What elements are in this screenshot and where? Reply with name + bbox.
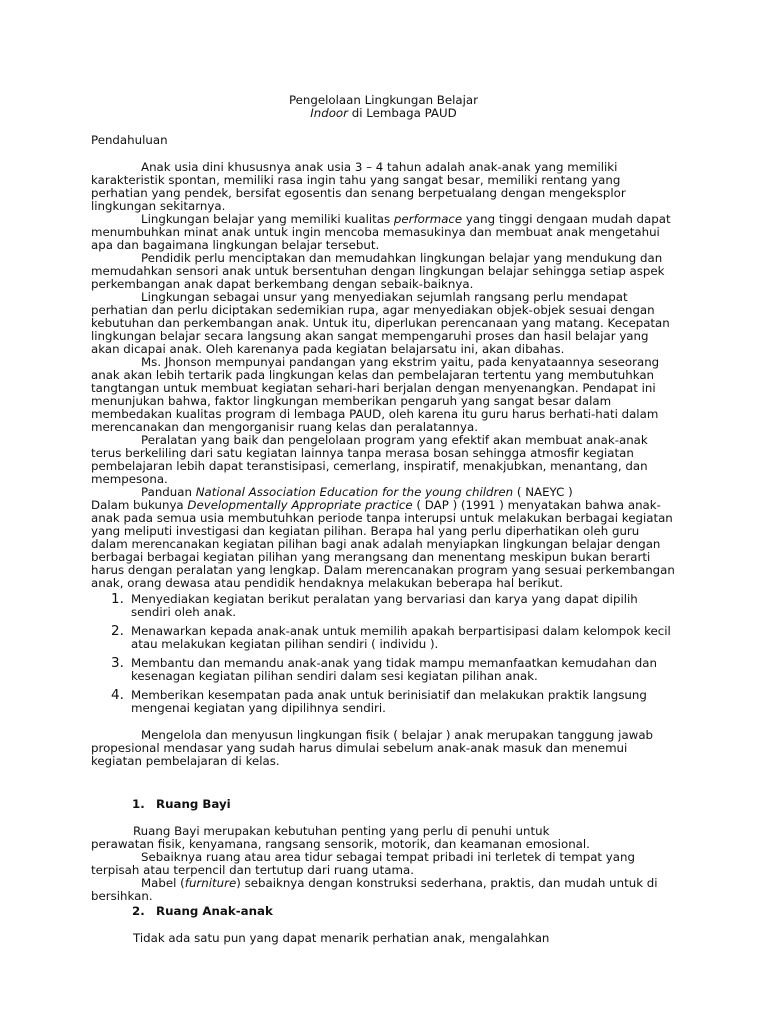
list-item-text: Memberikan kesempatan pada anak untuk berinisiatif dan melakukan praktik langsung mengenai kegiatan yang dipilihnya sendiri. [131,688,647,715]
list-item-number: 4. [111,687,124,703]
paragraph-3: Pendidik perlu menciptakan dan memudahkan lingkungan belajar yang mendukung dan memudahkan sensori anak untuk bersentuhan dengan lingkungan belajar sehingga setiap aspek perkembangan anak dapat berkembang dengan sebaik-baiknya. [91,251,665,291]
section-1-s3-a: Mabel ( [141,876,185,890]
paragraph-5: Ms. Jhonson mempunyai pandangan yang ekstrim yaitu, pada kenyataannya seseorang anak akan lebih tertarik pada lingkungan kelas dan pembelajaran tertentu yang membutuhkan tangtangan untuk membuat kegiatan sehari-hari berjalan dengan menyenangkan. Pendapat ini menunjukan bahwa, faktor lingkungan memberikan pengaruh yang sangat besar dalam membedakan kualitas program di lembaga PAUD, oleh karena itu guru harus berhati-hati dalam merencanakan dan mengorganisir ruang kelas dan peralatannya. [91,355,660,434]
document-title [91,94,676,120]
list-item-text: Menyediakan kegiatan berikut peralatan yang bervariasi dan karya yang dapat dipilih sendiri oleh anak. [131,592,638,619]
title-line-2 [91,107,676,120]
section-1-sentence-1: Ruang Bayi merupakan kebutuhan penting yang perlu di penuhi untuk [133,824,550,838]
paragraph-8-a: Dalam bukunya [91,498,188,512]
section-2-number: 2. [132,904,145,918]
paragraph-2-a: Lingkungan belajar yang memiliki kualitas [141,212,394,226]
title-rest: di Lembaga PAUD [348,106,457,120]
list-item-number: 1. [111,591,124,607]
list-item-number: 2. [111,623,124,639]
list-item [91,657,676,683]
list-item-number: 3. [111,655,124,671]
paragraph-6: Peralatan yang baik dan pengelolaan program yang efektif akan membuat anak-anak terus berkeliling dari satu kegiatan lainnya tanpa merasa bosan sehingga atmosfir kegiatan pembelajaran lebih dapat teranstisipasi, cemerlang, inspiratif, menakjubkan, menantang, dan mempesona. [91,433,648,486]
paragraph-7-a: Panduan [141,485,196,499]
section-1-number: 1. [132,797,145,811]
intro-heading: Pendahuluan [91,133,168,147]
paragraph-2-b: yang tinggi dengaan mudah dapat menumbuhkan minat anak untuk ingin mencoba memasukinya dan membuat anak mengetahui apa dan bagaimana lingkungan belajar tersebut. [91,212,671,252]
paragraph-7-b: ( NAEYC ) [513,485,573,499]
list-item [91,625,676,651]
section-2-title: Ruang Anak-anak [156,904,273,918]
closing-paragraph: Mengelola dan menyusun lingkungan fisik ( belajar ) anak merupakan tanggung jawab propesional mendasar yang sudah harus dimulai sebelum anak-anak masuk dan menemui kegiatan pembelajaran di kelas. [91,728,654,768]
section-1-s3-b: ) sebaiknya dengan konstruksi sederhana, praktis, dan mudah untuk di bersihkan. [91,876,658,903]
document-body [91,94,676,945]
section-1-heading [91,798,676,811]
section-2-sentence-1: Tidak ada satu pun yang dapat menarik perhatian anak, mengalahkan [133,931,550,945]
section-1-s3-italic: furniture [184,876,237,890]
paragraph-4: Lingkungan sebagai unsur yang menyediakan sejumlah rangsang perlu mendapat perhatian dan perlu diciptakan sedemikian rupa, agar menyediakan objek-objek sesuai dengan kebutuhan dan perkembangan anak. Untuk itu, diperlukan perencanaan yang matang. Kecepatan lingkungan belajar secara langsung akan sangat mempengaruhi proses dan hasil belajar yang akan dicapai anak. Oleh karenanya pada kegiatan belajarsatu ini, akan dibahas. [91,290,670,356]
paragraph-8-italic: Developmentally Appropriate practice [187,498,413,512]
paragraph-8-b: ( DAP ) (1991 ) menyatakan bahwa anak-anak pada semua usia membutuhkan periode tanpa interupsi untuk melakukan berbagai kegiatan yang meliputi investigasi dan kegiatan pilihan. Berapa hal yang perlu diperhatikan oleh guru dalam merencanakan kegiatan pilihan bagi anak adalah menyiapkan lingkungan belajar dengan berbagai berbagai kegiatan pilihan yang merangsang dan menentang meskipun bukan berarti harus dengan peralatan yang lengkap. Dalam merencanakan program yang sesuai perkembangan anak, orang dewasa atau pendidik hendaknya melakukan beberapa hal berikut. [91,498,675,590]
section-1-title: Ruang Bayi [156,797,231,811]
paragraph-2-italic: performace [393,212,463,226]
paragraph-2 [91,213,676,252]
list-item [91,689,676,715]
numbered-list [91,593,676,715]
title-line-1: Pengelolaan Lingkungan Belajar [288,93,479,107]
section-1-sentence-1-cont: perawatan fisik, kenyamana, rangsang sensorik, motorik, dan keamanan emosional. [91,837,590,851]
title-italic: Indoor [310,106,348,120]
list-item [91,593,676,619]
section-1-sentence-3 [91,877,676,903]
list-item-text: Membantu dan memandu anak-anak yang tidak mampu memanfaatkan kemudahan dan kesenagan kegiatan pilihan sendiri dalam sesi kegiatan pilihan anak. [131,656,657,683]
paragraph-8 [91,499,676,590]
section-1-sentence-2: Sebaiknya ruang atau area tidur sebagai tempat pribadi ini terletek di tempat yang terpisah atau terpencil dan tertutup dari ruang utama. [91,850,635,877]
paragraph-7-italic: National Association Education for the young children [195,485,514,499]
paragraph-1: Anak usia dini khususnya anak usia 3 – 4 tahun adalah anak-anak yang memiliki karakteristik spontan, memiliki rasa ingin tahu yang sangat besar, memiliki rentang yang perhatian yang pendek, bersifat egosentis dan senang berpetualang dengan mengeksplor lingkungan sekitarnya. [91,160,626,213]
list-item-text: Menawarkan kepada anak-anak untuk memilih apakah berpartisipasi dalam kelompok kecil atau melakukan kegiatan pilihan sendiri ( individu ). [131,624,671,651]
section-2-heading [91,905,676,918]
